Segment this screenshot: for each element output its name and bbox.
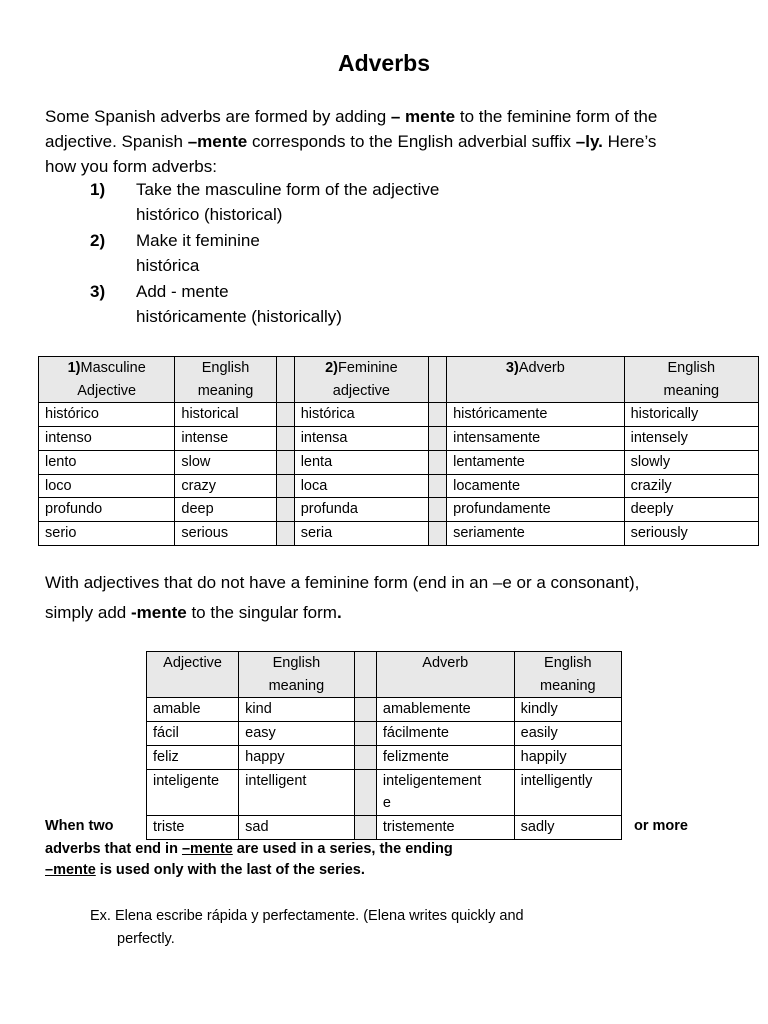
cell-masculine: loco (39, 474, 175, 498)
step-text: Make it feminine (136, 231, 260, 250)
table-row (39, 427, 759, 451)
cell-feminine: seria (294, 521, 428, 545)
cell-masculine: histórico (39, 403, 175, 427)
header-english-meaning: English meaning (514, 652, 621, 698)
step-text: Add - mente (136, 282, 229, 301)
cell-english-adverb: kindly (514, 698, 621, 722)
column-separator (429, 427, 447, 451)
cell-adverb: seriamente (447, 521, 624, 545)
table-row (39, 521, 759, 545)
table-row (147, 698, 622, 722)
cell-english: serious (175, 521, 276, 545)
paragraph-line: simply add -mente to the singular form. (45, 603, 342, 622)
column-separator (354, 815, 376, 839)
column-separator (429, 498, 447, 522)
intro-line-1 (45, 104, 735, 129)
intro-bold-ly: –ly. (575, 132, 603, 151)
cell-adverb: amablemente (376, 698, 514, 722)
intro-text: adjective. Spanish (45, 132, 188, 151)
cell-adverb: históricamente (447, 403, 624, 427)
table-row (39, 474, 759, 498)
cell-adjective: inteligente (147, 769, 239, 815)
cell-adverb: lentamente (447, 450, 624, 474)
column-separator (276, 403, 294, 427)
table-header-row (147, 652, 622, 698)
column-separator (276, 357, 294, 403)
example-line: perfectly. (117, 931, 175, 947)
cell-adverb: intensamente (447, 427, 624, 451)
cell-feminine: profunda (294, 498, 428, 522)
cell-english-adverb: slowly (624, 450, 758, 474)
cell-english-adverb: happily (514, 745, 621, 769)
intro-text: Here’s (602, 132, 657, 151)
cell-english-adverb: crazily (624, 474, 758, 498)
cell-adverb: fácilmente (376, 722, 514, 746)
cell-feminine: histórica (294, 403, 428, 427)
step-example: históricamente (historically) (136, 307, 342, 326)
feminine-form-paragraph (45, 568, 745, 628)
table-row (39, 450, 759, 474)
header-adverb: 3)Adverb (447, 357, 624, 403)
cell-english-adverb: easily (514, 722, 621, 746)
intro-text: corresponds to the English adverbial suffix (247, 132, 576, 151)
table-header-row (39, 357, 759, 403)
step-example: histórica (136, 256, 200, 275)
cell-feminine: intensa (294, 427, 428, 451)
column-separator (354, 652, 376, 698)
cell-english-adverb: intensely (624, 427, 758, 451)
header-english-meaning: English meaning (624, 357, 758, 403)
table-row (147, 769, 622, 815)
column-separator (429, 357, 447, 403)
cell-english: happy (239, 745, 354, 769)
column-separator (276, 427, 294, 451)
header-masculine-adjective: 1)Masculine Adjective (39, 357, 175, 403)
cell-english-adverb: historically (624, 403, 758, 427)
step-example: histórico (historical) (136, 205, 283, 224)
cell-adverb: tristemente (376, 815, 514, 839)
adverb-table-1 (38, 356, 759, 546)
step-text: Take the masculine form of the adjective (136, 180, 440, 199)
column-separator (354, 722, 376, 746)
cell-adverb: inteligentement e (376, 769, 514, 815)
column-separator (276, 450, 294, 474)
cell-adverb: profundamente (447, 498, 624, 522)
note-line-3: –mente is used only with the last of the series. (45, 862, 365, 878)
column-separator (354, 745, 376, 769)
column-separator (276, 498, 294, 522)
cell-feminine: lenta (294, 450, 428, 474)
intro-text: Some Spanish adverbs are formed by adding (45, 107, 391, 126)
note-text-right: or more (634, 818, 688, 834)
cell-adjective: fácil (147, 722, 239, 746)
cell-english: sad (239, 815, 354, 839)
step-number: 1) (90, 180, 106, 199)
example-sentence (90, 905, 610, 951)
step-number: 2) (90, 231, 106, 250)
cell-english: crazy (175, 474, 276, 498)
column-separator (354, 698, 376, 722)
cell-english: intelligent (239, 769, 354, 815)
table-row (147, 745, 622, 769)
page-title: Adverbs (337, 50, 431, 76)
note-line-2: adverbs that end in –mente are used in a series, the ending (45, 841, 453, 857)
cell-adjective: amable (147, 698, 239, 722)
cell-english-adverb: seriously (624, 521, 758, 545)
header-adverb: Adverb (376, 652, 514, 698)
example-line: Ex. Elena escribe rápida y perfectamente. (Elena writes quickly and (90, 908, 524, 924)
table-row (39, 498, 759, 522)
cell-english-adverb: intelligently (514, 769, 621, 815)
column-separator (429, 450, 447, 474)
cell-english: kind (239, 698, 354, 722)
cell-english: easy (239, 722, 354, 746)
step-number: 3) (90, 282, 106, 301)
column-separator (276, 474, 294, 498)
intro-line-3: how you form adverbs: (45, 157, 217, 176)
cell-english: historical (175, 403, 276, 427)
cell-feminine: loca (294, 474, 428, 498)
column-separator (354, 769, 376, 815)
intro-paragraph (45, 104, 735, 179)
table-row (147, 722, 622, 746)
cell-english: intense (175, 427, 276, 451)
intro-bold-mente: – mente (390, 107, 456, 126)
cell-english-adverb: sadly (514, 815, 621, 839)
column-separator (276, 521, 294, 545)
cell-adverb: felizmente (376, 745, 514, 769)
column-separator (429, 403, 447, 427)
intro-text: to the feminine form of the (455, 107, 658, 126)
cell-adjective: feliz (147, 745, 239, 769)
paragraph-line: With adjectives that do not have a feminine form (end in an –e or a consonant), (45, 573, 640, 592)
table-row (147, 815, 622, 839)
column-separator (429, 521, 447, 545)
column-separator (429, 474, 447, 498)
header-english-meaning: English meaning (175, 357, 276, 403)
header-adjective: Adjective (147, 652, 239, 698)
cell-english: slow (175, 450, 276, 474)
cell-masculine: lento (39, 450, 175, 474)
cell-masculine: profundo (39, 498, 175, 522)
steps-list (0, 180, 768, 330)
intro-bold-mente: –mente (187, 132, 248, 151)
cell-adverb: locamente (447, 474, 624, 498)
cell-masculine: serio (39, 521, 175, 545)
adverb-table-2 (146, 651, 622, 840)
cell-adjective: triste (147, 815, 239, 839)
cell-english-adverb: deeply (624, 498, 758, 522)
cell-masculine: intenso (39, 427, 175, 451)
note-text-left: When two (45, 818, 114, 834)
table-row (39, 403, 759, 427)
header-feminine-adjective: 2)Feminine adjective (294, 357, 428, 403)
header-english-meaning: English meaning (239, 652, 354, 698)
intro-line-2 (45, 129, 735, 154)
cell-english: deep (175, 498, 276, 522)
